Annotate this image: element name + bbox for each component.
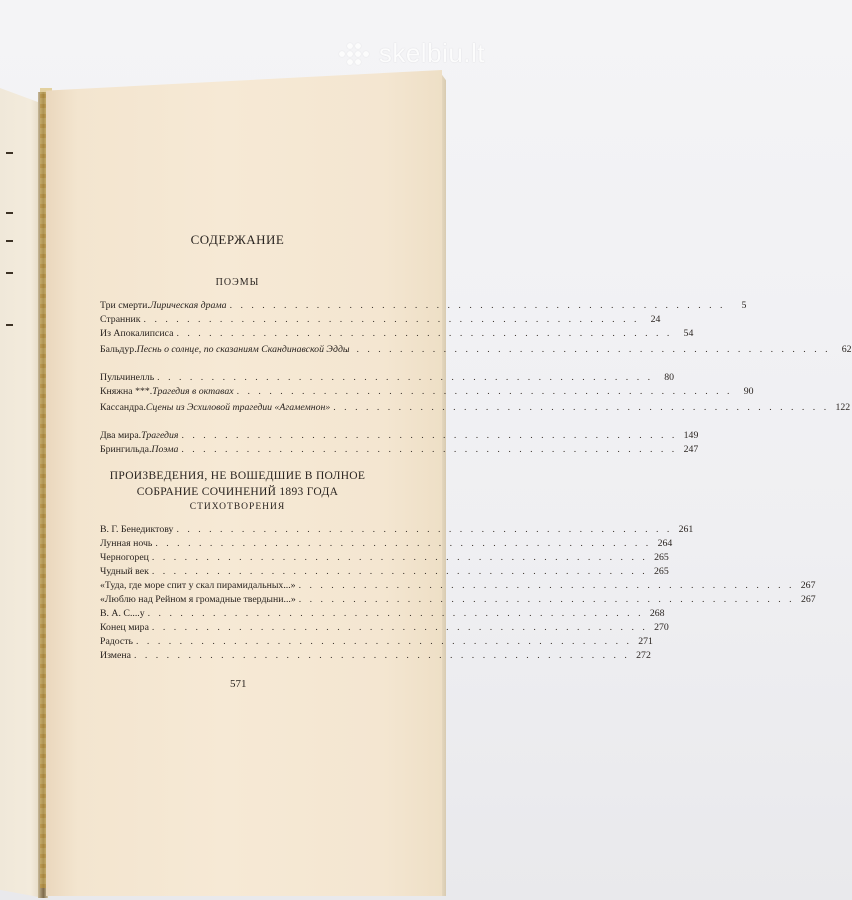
verse-entry-leader: . . . . . . . . . . . . . . . . . . . . . . . . . . . . . . . . . . . . . . . . . . . . . . [298, 594, 795, 605]
verse-entry-title: Чудный век [100, 566, 149, 577]
poem-entry [100, 314, 661, 326]
poem-entry [100, 386, 754, 398]
verse-entry [100, 566, 669, 578]
verse-entry [100, 594, 816, 606]
verse-entry-leader: . . . . . . . . . . . . . . . . . . . . . . . . . . . . . . . . . . . . . . . . . . . . . . [136, 636, 632, 647]
verse-entry-title: «Люблю над Рейном я громадные твердыни...» [100, 594, 296, 605]
verse-entry [100, 608, 665, 620]
poem-entry-page: 62 [841, 344, 852, 355]
verse-entry [100, 650, 651, 662]
verse-entry [100, 580, 816, 592]
poem-entry-leader: . . . . . . . . . . . . . . . . . . . . . . . . . . . . . . . . . . . . . . . . . . . . . . [176, 328, 673, 339]
works-heading-line1: ПРОИЗВЕДЕНИЯ, НЕ ВОШЕДШИЕ В ПОЛНОЕ [109, 470, 366, 482]
verse-entry-leader: . . . . . . . . . . . . . . . . . . . . . . . . . . . . . . . . . . . . . . . . . . . . . . [298, 580, 795, 591]
poem-entry-page: 247 [683, 444, 699, 455]
poem-entry-title: Кассандра. [100, 402, 146, 413]
poem-entry-title: Три смерти. [100, 300, 150, 311]
poem-entry-subtitle: Трагедия в октавах [152, 386, 234, 397]
verse-entry-leader: . . . . . . . . . . . . . . . . . . . . . . . . . . . . . . . . . . . . . . . . . . . . . . [151, 622, 648, 633]
poems-heading: ПОЭМЫ [215, 277, 260, 288]
poem-entry-subtitle: Трагедия [141, 430, 179, 441]
poem-entry-title: Странник [100, 314, 141, 325]
verse-entry-page: 264 [657, 538, 673, 549]
verse-entry-page: 272 [636, 650, 651, 661]
verse-entry-leader: . . . . . . . . . . . . . . . . . . . . . . . . . . . . . . . . . . . . . . . . . . . . . . [147, 608, 644, 619]
verse-entry-leader: . . . . . . . . . . . . . . . . . . . . . . . . . . . . . . . . . . . . . . . . . . . . . . [155, 538, 652, 549]
verse-entry-title: «Туда, где море спит у скал пирамидальных...» [100, 580, 296, 591]
poem-entry [100, 444, 699, 456]
poem-entry-subtitle: Поэма [151, 444, 179, 455]
poem-entry [100, 430, 699, 442]
verse-entry-title: Конец мира [100, 622, 149, 633]
verse-heading: СТИХОТВОРЕНИЯ [189, 502, 286, 512]
verse-entry-title: Измена [100, 650, 131, 661]
verse-entry-page: 268 [649, 608, 665, 619]
verse-entry-page: 265 [654, 566, 669, 577]
verse-entry [100, 538, 673, 550]
verse-entry-page: 265 [654, 552, 669, 563]
poem-entry-title: Брингильда. [100, 444, 152, 455]
verse-entry-leader: . . . . . . . . . . . . . . . . . . . . . . . . . . . . . . . . . . . . . . . . . . . . . . [151, 566, 648, 577]
poem-entry-title: Два мира. [100, 430, 142, 441]
verse-entry-page: 271 [638, 636, 653, 647]
works-heading [100, 468, 375, 500]
poem-entry-page: 54 [683, 328, 694, 339]
watermark-logo-icon [337, 39, 371, 69]
verse-entry-leader: . . . . . . . . . . . . . . . . . . . . . . . . . . . . . . . . . . . . . . . . . . . . . . [176, 524, 673, 535]
verse-entry-page: 270 [654, 622, 669, 633]
poem-entry-page: 5 [741, 300, 747, 311]
poem-entry-title: Из Апокалипсиса [100, 328, 174, 339]
poem-entry-title: Княжна ***. [100, 386, 153, 397]
verse-entry-title: Радость [100, 636, 134, 647]
poem-entry-leader: . . . . . . . . . . . . . . . . . . . . . . . . . . . . . . . . . . . . . . . . . . . . . . [236, 386, 733, 397]
verse-entry [100, 636, 653, 648]
poem-entry [100, 402, 851, 414]
poem-entry-leader: . . . . . . . . . . . . . . . . . . . . . . . . . . . . . . . . . . . . . . . . . . . . . . [157, 372, 654, 383]
poem-entry-page: 80 [664, 372, 675, 383]
verse-entry-title: Лунная ночь [100, 538, 153, 549]
verse-entry [100, 552, 669, 564]
poem-entry [100, 372, 675, 384]
poem-entry-title: Пульчинелль [100, 372, 155, 383]
verse-entry-title: Черногорец [100, 552, 149, 563]
page-number: 571 [230, 678, 247, 690]
poem-entry-leader: . . . . . . . . . . . . . . . . . . . . . . . . . . . . . . . . . . . . . . . . . . . . . . [333, 402, 830, 413]
poem-entry-page: 149 [683, 430, 699, 441]
verse-entry-page: 267 [800, 580, 816, 591]
works-heading-line2: СОБРАНИЕ СОЧИНЕНИЙ 1893 ГОДА [136, 486, 339, 498]
poem-entry [100, 300, 747, 312]
verse-entry [100, 622, 669, 634]
verse-entry-page: 261 [678, 524, 694, 535]
poem-entry-subtitle: Сцены из Эсхиловой трагедии «Агамемнон» [145, 402, 331, 413]
poem-entry-subtitle: Песнь о солнце, по сказаниям Скандинавской Эдды [136, 344, 350, 355]
verse-entry-title: В. А. С....у [100, 608, 145, 619]
poem-entry-leader: . . . . . . . . . . . . . . . . . . . . . . . . . . . . . . . . . . . . . . . . . . . . . . [181, 444, 678, 455]
toc-title: СОДЕРЖАНИЕ [190, 232, 285, 247]
poem-entry-page: 122 [835, 402, 851, 413]
poem-entry-page: 24 [650, 314, 661, 325]
verse-entry-title: В. Г. Бенедиктову [100, 524, 174, 535]
poem-entry [100, 328, 694, 340]
poem-entry-subtitle: Лирическая драма [149, 300, 227, 311]
verse-entry [100, 524, 694, 536]
verse-entry-leader: . . . . . . . . . . . . . . . . . . . . . . . . . . . . . . . . . . . . . . . . . . . . . . [151, 552, 648, 563]
watermark [337, 38, 485, 69]
verse-entry-page: 267 [800, 594, 816, 605]
poem-entry-page: 90 [743, 386, 754, 397]
verse-entry-leader: . . . . . . . . . . . . . . . . . . . . . . . . . . . . . . . . . . . . . . . . . . . . . . [133, 650, 630, 661]
poem-entry-leader: . . . . . . . . . . . . . . . . . . . . . . . . . . . . . . . . . . . . . . . . . . . . . . [143, 314, 640, 325]
poem-entry-leader: . . . . . . . . . . . . . . . . . . . . . . . . . . . . . . . . . . . . . . . . . . . . . . [229, 300, 726, 311]
poem-entry-leader: . . . . . . . . . . . . . . . . . . . . . . . . . . . . . . . . . . . . . . . . . . . . . . [334, 344, 831, 355]
poem-entry-title: Бальдур. [100, 344, 137, 355]
poem-entry-leader: . . . . . . . . . . . . . . . . . . . . . . . . . . . . . . . . . . . . . . . . . . . . . . [181, 430, 678, 441]
watermark-text: skelbiu.lt [378, 38, 485, 68]
poem-entry [100, 344, 852, 356]
